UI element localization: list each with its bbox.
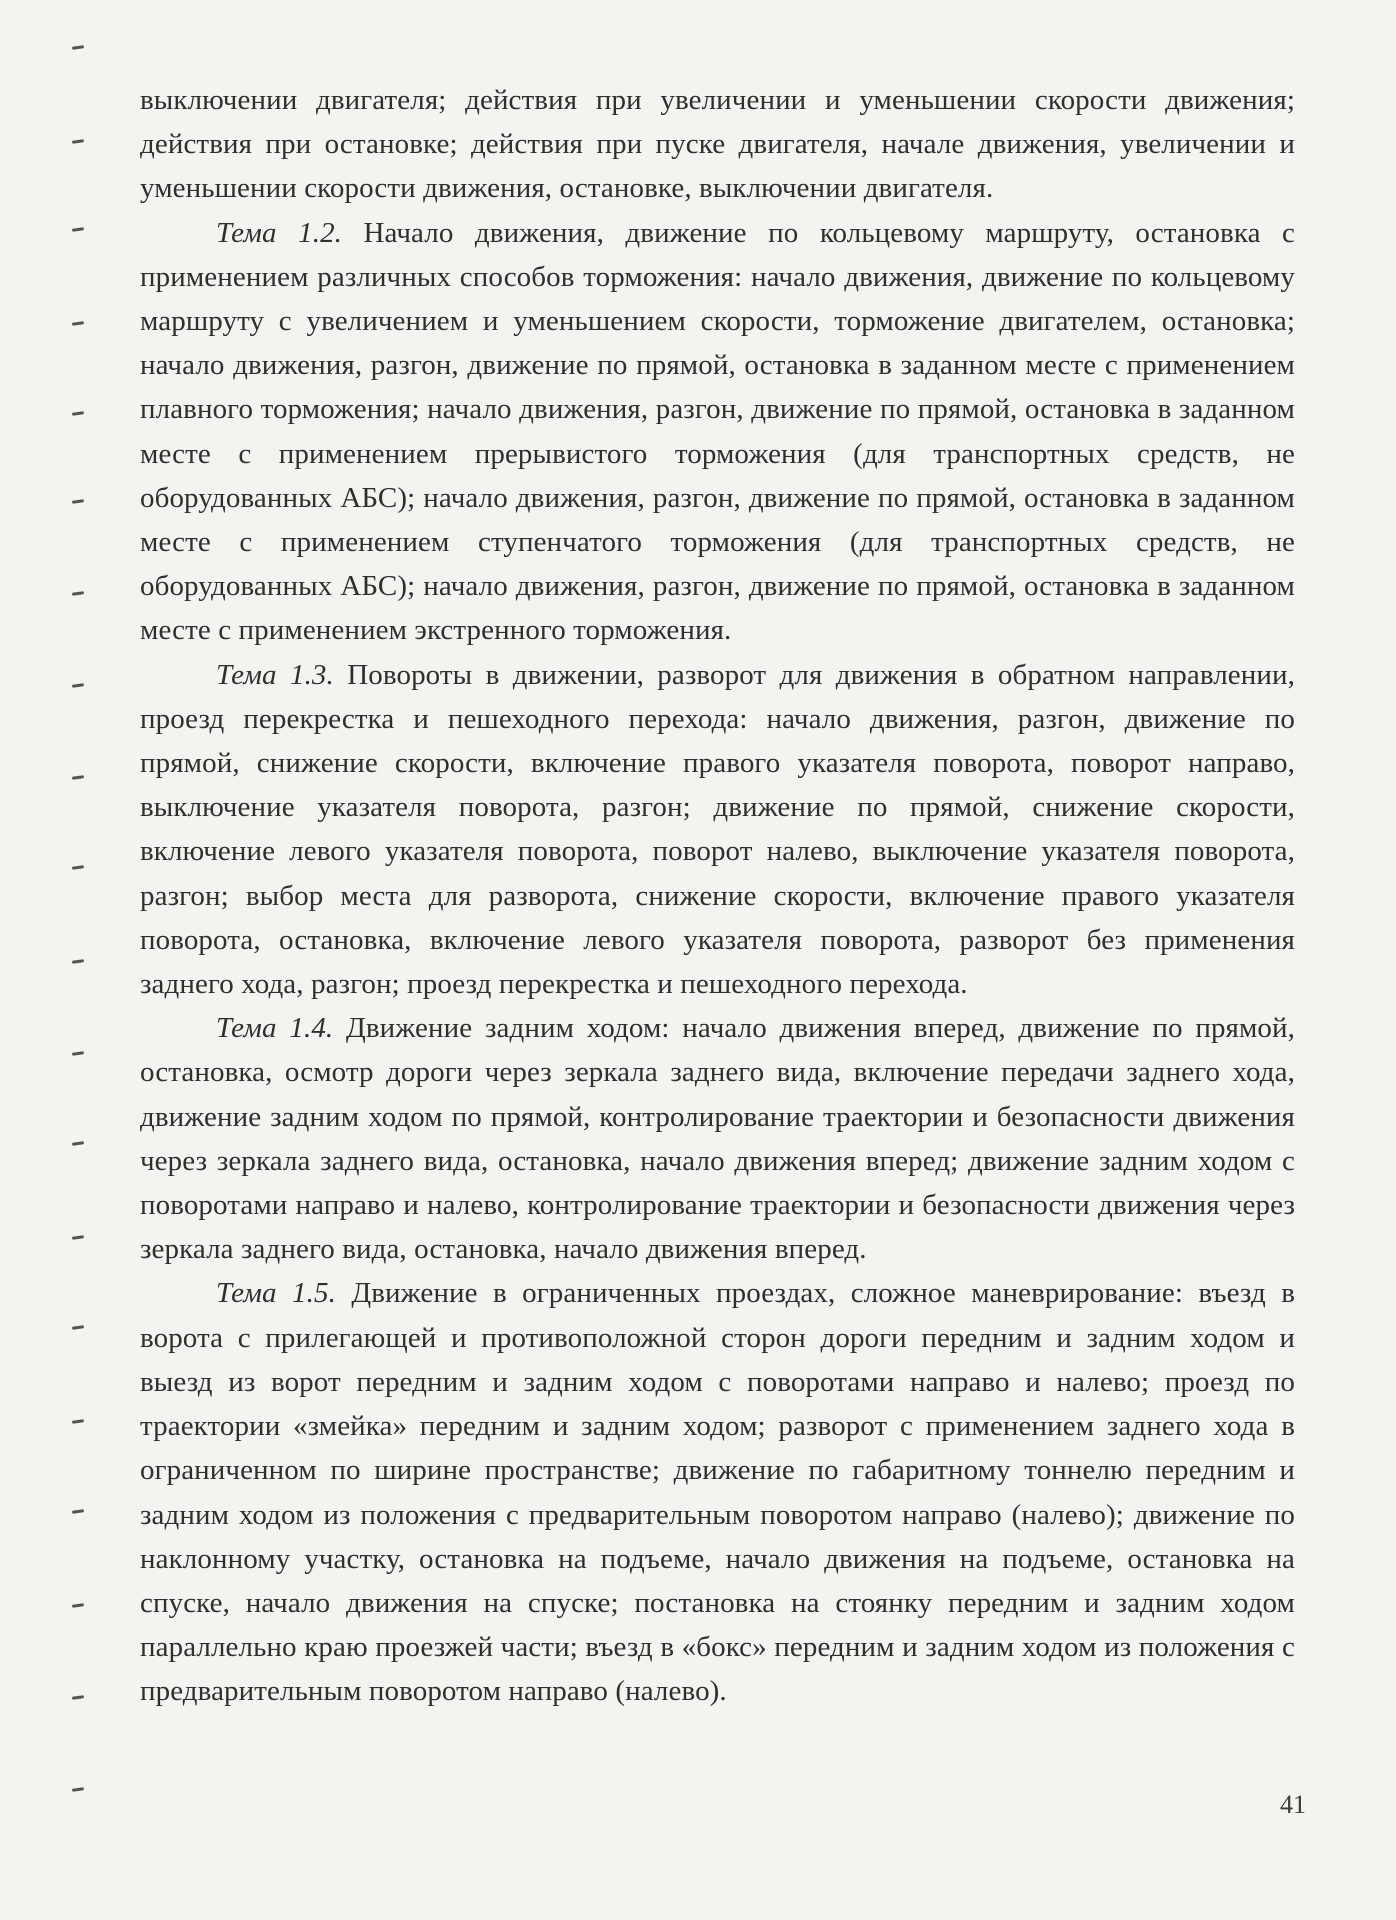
paragraph-text: Повороты в движении, разворот для движения в обратном направлении, проезд перекрестка и пешеходного перехода: начало движения, разгон, движение по прямой, снижение скорости, включение правого указателя поворота, поворот направо, выключение указателя поворота, разгон; движение по прямой, снижение скорости, включение левого указателя поворота, поворот налево, выключение указателя поворота, разгон; выбор места для разворота, снижение скорости, включение правого указателя поворота, остановка, включение левого указателя поворота, разворот без применения заднего хода, разгон; проезд перекрестка и пешеходного перехода. [140, 658, 1295, 1001]
binding-mark [72, 1419, 84, 1424]
binding-mark [72, 1603, 84, 1608]
paragraph-topic-1-4 [140, 1006, 1295, 1271]
binding-mark [72, 1695, 84, 1700]
topic-label: Тема 1.2. [216, 216, 343, 249]
body-text [140, 78, 1295, 1714]
binding-mark [72, 499, 84, 504]
topic-label: Тема 1.5. [216, 1277, 336, 1310]
binding-mark [72, 865, 84, 870]
page-number: 41 [1280, 1790, 1306, 1819]
paragraph-text: Движение в ограниченных проездах, сложное маневрирование: въезд в ворота с прилегающей и противоположной сторон дороги передним и задним ходом и выезд из ворот передним и задним ходом с поворотами направо и налево; проезд по траектории «змейка» передним и задним ходом; разворот с применением заднего хода в ограниченном по ширине пространстве; движение по габаритному тоннелю передним и задним ходом из положения с предварительным поворотом направо (налево); движение по наклонному участку, остановка на подъеме, начало движения на подъеме, остановка на спуске, начало движения на спуске; постановка на стоянку передним и задним ходом параллельно краю проезжей части; въезд в «бокс» передним и задним ходом из положения с предварительным поворотом направо (налево). [140, 1277, 1295, 1708]
binding-holes [72, 0, 92, 1920]
binding-mark [72, 1509, 84, 1514]
binding-mark [72, 775, 84, 780]
binding-mark [72, 683, 84, 688]
binding-mark [72, 139, 84, 144]
paragraph-text: Движение задним ходом: начало движения вперед, движение по прямой, остановка, осмотр дороги через зеркала заднего вида, включение передачи заднего хода, движение задним ходом по прямой, контролирование траектории и безопасности движения через зеркала заднего вида, остановка, начало движения вперед; движение задним ходом с поворотами направо и налево, контролирование траектории и безопасности движения через зеркала заднего вида, остановка, начало движения вперед. [140, 1012, 1296, 1266]
binding-mark [72, 1051, 84, 1056]
binding-mark [72, 411, 84, 416]
paragraph-continuation [140, 78, 1295, 211]
topic-label: Тема 1.3. [216, 658, 334, 691]
binding-mark [72, 1141, 84, 1146]
paragraph-text: Начало движения, движение по кольцевому маршруту, остановка с применением различных способов торможения: начало движения, движение по кольцевому маршруту с увеличением и уменьшением скорости, торможение двигателем, остановка; начало движения, разгон, движение по прямой, остановка в заданном месте с применением плавного торможения; начало движения, разгон, движение по прямой, остановка в заданном месте с применением прерывистого торможения (для транспортных средств, не оборудованных АБС); начало движения, разгон, движение по прямой, остановка в заданном месте с применением ступенчатого торможения (для транспортных средств, не оборудованных АБС); начало движения, разгон, движение по прямой, остановка в заданном месте с применением экстренного торможения. [140, 216, 1295, 647]
paragraph-topic-1-2 [140, 211, 1295, 653]
binding-mark [72, 591, 84, 596]
binding-mark [72, 45, 84, 50]
binding-mark [72, 1325, 84, 1330]
binding-mark [72, 1787, 84, 1792]
binding-mark [72, 1235, 84, 1240]
paragraph-topic-1-5 [140, 1271, 1295, 1713]
binding-mark [72, 227, 84, 232]
topic-label: Тема 1.4. [216, 1012, 334, 1045]
paragraph-text: выключении двигателя; действия при увеличении и уменьшении скорости движения; действия при остановке; действия при пуске двигателя, начале движения, увеличении и уменьшении скорости движения, остановке, выключении двигателя. [140, 84, 1295, 205]
binding-mark [72, 321, 84, 326]
binding-mark [72, 959, 84, 964]
paragraph-topic-1-3 [140, 653, 1295, 1007]
